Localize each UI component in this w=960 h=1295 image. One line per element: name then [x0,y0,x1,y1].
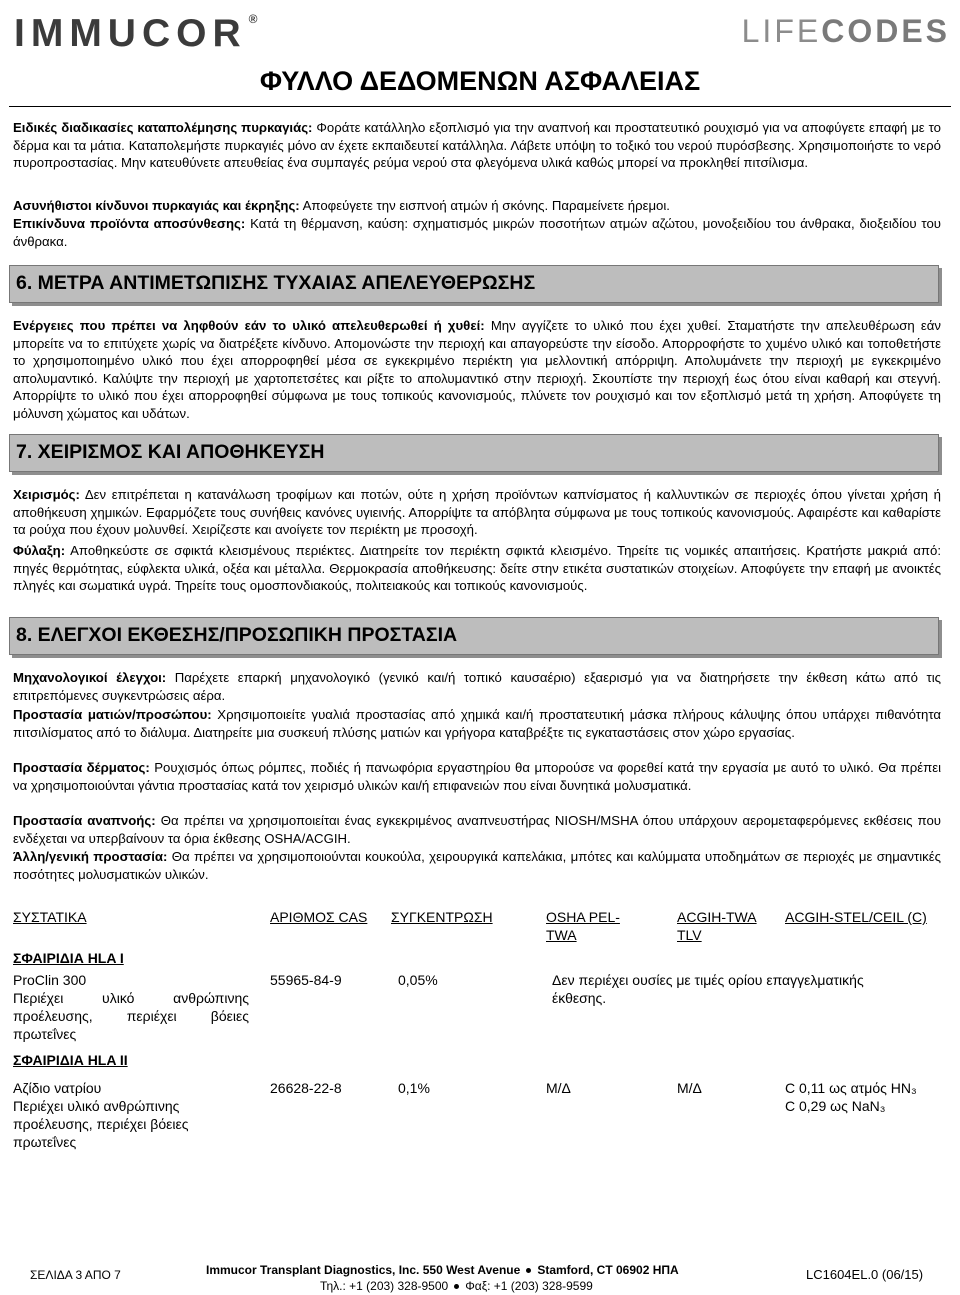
storage-label: Φύλαξη: [13,543,66,558]
concentration-1: 0,05% [398,972,438,988]
registered-mark: ® [248,12,258,26]
eye-protection-paragraph [13,706,941,741]
handling-paragraph [13,486,941,539]
section-6-paragraph [13,317,941,423]
respiratory-protection-label: Προστασία αναπνοής: [13,813,156,828]
group-hla-ii: ΣΦΑΙΡΙΔΙΑ HLA II [13,1052,128,1068]
engineering-controls-label: Μηχανολογικοί έλεγχοι: [13,670,167,685]
bullet-separator-2 [454,1284,459,1289]
company-name: Immucor Transplant Diagnostics, Inc. 550 West Avenue [206,1263,521,1277]
ingredient-name-2: Αζίδιο νατρίου [13,1080,102,1096]
general-protection-text: Θα πρέπει να χρησιμοποιούνται κουκούλα, χειρουργικά καπελάκια, μπότες και καλύμματα υποδημάτων σε περιοχές με σημαντικές ποσότητες μολυσματικών υλικών. [13,849,941,882]
respiratory-protection-paragraph [13,812,941,847]
acgih-stel-2-line2: C 0,29 ως NaN₃ [785,1098,886,1114]
skin-protection-paragraph [13,759,941,794]
acgih-twa-2: Μ/Δ [677,1080,702,1096]
respiratory-protection-text: Θα πρέπει να χρησιμοποιείται ένας εγκεκριμένος αναπνευστήρας NIOSH/MSHA όπου υπάρχουν αερομεταφερόμενες εκθέσεις που ενδέχεται να υπερβαίνουν τα όρια έκθεσης OSHA/ACGIH. [13,813,941,846]
col-header-acgih-twa: ACGIH-TWA TLV [677,909,757,943]
col-header-cas: ΑΡΙΘΜΟΣ CAS [270,909,368,925]
bullet-separator [526,1268,531,1273]
release-actions-label: Ενέργειες που πρέπει να ληφθούν εάν το υλικό απελευθερωθεί ή χυθεί: [13,318,485,333]
fire-procedures-label: Ειδικές διαδικασίες καταπολέμησης πυρκαγιάς: [13,120,313,135]
company-city: Stamford, CT 06902 ΗΠΑ [537,1263,679,1277]
fire-procedures-paragraph [13,119,941,172]
lifecodes-logo-part2: CODES [821,13,950,49]
group-hla-i: ΣΦΑΙΡΙΔΙΑ HLA I [13,950,124,966]
general-protection-paragraph [13,848,941,883]
section-6-title: 6. ΜΕΤΡΑ ΑΝΤΙΜΕΤΩΠΙΣΗΣ ΤΥΧΑΙΑΣ ΑΠΕΛΕΥΘΕΡΩΣΗΣ [16,272,536,294]
fire-hazards-label: Ασυνήθιστοι κίνδυνοι πυρκαγιάς και έκρηξης: [13,198,300,213]
storage-text: Αποθηκεύστε σε σφικτά κλεισμένους περιέκτες. Διατηρείτε τον περιέκτη σφικτά κλεισμένο. Τηρείτε τις νομικές απαιτήσεις. Κρατήστε μακριά από: πηγές θερμότητας, εύφλεκτα υλικά, οξέα και μέταλλα. Θερμοκρασία αποθήκευσης: δείτε στην ετικέτα συστατικών στοιχείων. Αποφύγετε την επαφή με ανοικτές πληγές και σωματικά υγρά. Τηρείτε τους ομοσπονδιακούς, πολιτειακούς και τοπικούς κανονισμούς. [13,543,941,594]
concentration-2: 0,1% [398,1080,430,1096]
fire-hazards-paragraph [13,197,941,215]
col-header-ingredients: ΣΥΣΤΑΤΙΚΑ [13,909,87,925]
col-header-acgih-stel: ACGIH-STEL/CEIL (C) [785,909,927,925]
document-code: LC1604EL.0 (06/15) [806,1267,924,1282]
page-number: ΣΕΛΙΔΑ 3 ΑΠΟ 7 [30,1268,121,1282]
release-actions-text: Μην αγγίζετε το υλικό που έχει χυθεί. Σταματήστε την απελευθέρωση εάν μπορείτε να το επιτύχετε χωρίς να διατρέξετε κίνδυνο. Απομονώστε την περιοχή και απαγορεύστε την είσοδο. Απορροφήστε το χυμένο υλικό και τοποθετήστε το χρησιμοποιημένο υλικό που έχει απορροφηθεί μέσα σε εγκεκριμένο περιέκτη για μελλοντική απόρριψη. Απολυμάνετε την περιοχή με εγκεκριμένο απολυμαντικό. Καλύψτε την περιοχή με χαρτοπετσέτες και ρίξτε το απολυμαντικό στην περιοχή. Σκουπίστε την περιοχή έως ότου είναι καθαρή και στεγνή. Απορρίψτε το υλικό που έχει απορροφηθεί σύμφωνα με τους τοπικούς κανονισμούς, πλύνετε τον ρουχισμό και τον εξοπλισμό μετά τη χρήση. Αποφύγετε τη μόλυνση χώματος και υδάτων. [13,318,942,421]
osha-2: Μ/Δ [546,1080,571,1096]
decomposition-label: Επικίνδυνα προϊόντα αποσύνθεσης: [13,216,246,231]
lifecodes-logo [742,13,950,50]
section-7-title: 7. ΧΕΙΡΙΣΜΟΣ ΚΑΙ ΑΠΟΘΗΚΕΥΣΗ [16,441,325,463]
eye-protection-label: Προστασία ματιών/προσώπου: [13,707,212,722]
fire-procedures-text: Φοράτε κατάλληλο εξοπλισμό για την αναπνοή και προστατευτικό ρουχισμό για να αποφύγετε επαφή με το δέρμα και τα μάτια. Καταπολεμήστε πυρκαγιές μόνο αν έχετε εκπαιδευτεί κατάλληλα. Λάβετε υπόψη το τοξικό του νερού πυρόσβεσης. Χρησιμοποιήστε το νερό πυροπροστασίας. Μην κατευθύνετε απευθείας ένα συμπαγές ρεύμα νερού στα φλεγόμενα υλικά καθώς μπορεί να προκληθεί πιτσίλισμα. [13,120,941,171]
ingredient-desc-2: Περιέχει υλικό ανθρώπινης προέλευσης, περιέχει βόειες πρωτεΐνες [13,1098,189,1150]
handling-label: Χειρισμός: [13,487,80,502]
section-7-header [9,434,939,472]
decomposition-paragraph [13,215,941,250]
document-title: ΦΥΛΛΟ ΔΕΔΟΜΕΝΩΝ ΑΣΦΑΛΕΙΑΣ [259,66,701,96]
exposure-note-1: Δεν περιέχει ουσίες με τιμές ορίου επαγγελματικής έκθεσης. [552,972,864,1006]
ingredient-name-1: ProClin 300 [13,972,87,988]
section-6-header [9,265,939,303]
engineering-controls-text: Παρέχετε επαρκή μηχανολογικό (γενικό και/ή τοπικό καυσαέριο) εξαερισμό για να διατηρήσετε την έκθεση κάτω από τις επιτρεπόμενες συγκεντρώσεις αέρα. [13,670,942,703]
storage-paragraph [13,542,941,595]
contact-line [320,1279,593,1293]
handling-text: Δεν επιτρέπεται η κατανάλωση τροφίμων και ποτών, ούτε η χρήση προϊόντων καπνίσματος ή καλλυντικών σε περιοχές όπου γίνεται χρήση ή αποθήκευση χημικών. Εφαρμόζετε τους συνήθεις κανόνες υγιεινής. Απορρίψτε τα απόβλητα σύμφωνα με τους τοπικούς κανονισμούς. Αφαιρέστε και καθαρίστε τα ρούχα που έχουν μολυνθεί. Χειρίζεστε και ανοίγετε τον περιέκτη με προσοχή. [13,487,941,538]
decomposition-text: Κατά τη θέρμανση, καύση: σχηματισμός μικρών ποσοτήτων ατμών αζώτου, μονοξειδίου του άνθρακα, διοξειδίου του άνθρακα. [13,216,941,249]
phone-number: Τηλ.: +1 (203) 328-9500 [320,1279,449,1293]
lifecodes-logo-part1: LIFE [741,13,822,49]
section-8-title: 8. ΕΛΕΓΧΟΙ ΕΚΘΕΣΗΣ/ΠΡΟΣΩΠΙΚΗ ΠΡΟΣΤΑΣΙΑ [16,624,458,646]
cas-1: 55965-84-9 [270,972,342,988]
company-address [206,1263,679,1277]
immucor-logo-text: IMMUCOR [14,12,247,55]
general-protection-label: Άλλη/γενική προστασία: [13,849,168,864]
col-header-osha: OSHA PEL-TWA [546,909,620,943]
ingredient-desc-1: Περιέχει υλικό ανθρώπινης προέλευσης, περιέχει βόειες πρωτεΐνες [13,990,249,1042]
fire-hazards-text: Αποφεύγετε την εισπνοή ατμών ή σκόνης. Παραμείνετε ήρεμοι. [299,198,670,213]
acgih-stel-2-line1: C 0,11 ως ατμός HN₃ [785,1080,917,1096]
engineering-controls-paragraph [13,669,941,704]
section-8-header [9,617,939,655]
eye-protection-text: Χρησιμοποιείτε γυαλιά προστασίας από χημικά και/ή προστατευτική μάσκα πλήρους κάλυψης όπου υπάρχει πιθανότητα πιτσιλίσματος από το διάλυμα. Διατηρείτε μια συσκευή πλύσης ματιών και γρήγορα καταβρέξτε τις εγκαταστάσεις στον χώρο εργασίας. [13,707,941,740]
skin-protection-label: Προστασία δέρματος: [13,760,150,775]
immucor-logo [14,12,257,56]
cas-2: 26628-22-8 [270,1080,342,1096]
col-header-concentration: ΣΥΓΚΕΝΤΡΩΣΗ [391,909,493,925]
fax-number: Φαξ: +1 (203) 328-9599 [465,1279,593,1293]
skin-protection-text: Ρουχισμός όπως ρόμπες, ποδιές ή πανωφόρια εργαστηρίου θα μπορούσε να φορεθεί κατά την εργασία με αυτό το υλικό. Θα πρέπει να χρησιμοποιούνται γάντια προστασίας κατά τον χειρισμό υλικών και/ή επιφανειών που είναι δυνητικά μολυσματικά. [13,760,941,793]
header-divider [9,106,951,107]
